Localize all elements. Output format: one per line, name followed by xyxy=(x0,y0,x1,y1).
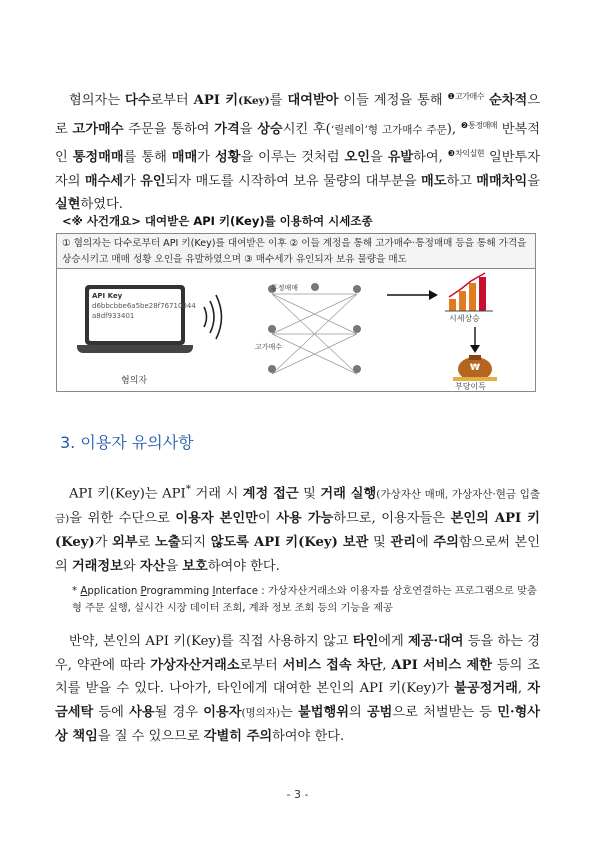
buy-label: 고가매수 xyxy=(255,343,283,351)
api-key-value-2: a8df933401 xyxy=(92,312,135,320)
trade-label: 통정매매 xyxy=(271,284,299,292)
won-symbol: ₩ xyxy=(470,363,480,373)
overview-paragraph: 혐의자는 다수로부터 API 키(Key)를 대여받아 이들 계정을 통해 $^{❶고가매수}$ 순차적으로 고가매수 주문을 통하여 가격을 상승시킨 후(‘릴레이’형 고가매수 주문), $^{❷통정매매}$ 반복적인 통정매매를 통해 매매가 성황을 이루는 것처럼 오인을 유발하여, $^{❸차익실현}$ 일반투자자의 매수세가 유인되자 매도를 시작하여 보유 물량의 대부분을 매도하고 매매차익을 실현하였다. xyxy=(55,92,541,212)
price-rise-icon xyxy=(445,273,493,311)
step-marker-2: ❷통정매매 xyxy=(460,120,498,130)
price-rise-label: 시세상승 xyxy=(449,314,480,323)
case-figure xyxy=(56,269,536,392)
step-marker-1: ❶고가매수 xyxy=(447,92,484,101)
case-caption: <※ 사건개요> 대여받은 API 키(Key)를 이용하여 시세조종 xyxy=(62,214,373,228)
page-number: - 3 - xyxy=(286,788,309,801)
section-heading: 3. 이용자 유의사항 xyxy=(60,433,194,452)
arrow-right-icon xyxy=(387,290,438,300)
arrow-down-icon xyxy=(470,327,480,353)
lending-warning-paragraph: 반약, 본인의 API 키(Key)를 직접 사용하지 않고 타인에게 제공·대여 등을 하는 경우, 약관에 따라 가상자산거래소로부터 서비스 접속 차단, API 서비스 제한 등의 조치를 받을 수 있다. 나아가, 타인에게 대여한 본인의 API 키(Key)가 불공정거래, 자금세탁 등에 사용될 경우 이용자(명의자)는 불법행위의 공범으로 처벌받는 등 민·형사상 책임을 질 수 있으므로 각별히 주의하여야 한다. xyxy=(55,634,541,744)
suspect-label: 혐의자 xyxy=(121,376,148,386)
profit-label: 부당이득 xyxy=(455,382,486,391)
api-key-value-1: d6bbcbbe6a5be28f76710044 xyxy=(92,302,196,310)
user-caution-paragraph: API 키(Key)는 API* 거래 시 계정 접근 및 거래 실행(가상자산 매매, 가상자산·현금 입출금)을 위한 수단으로 이용자 본인만이 사용 가능하므로, 이용자들은 본인의 API 키(Key)가 외부로 노출되지 않도록 API 키(Key) 보관 및 관리에 주의함으로써 본인의 거래정보와 자산을 보호하여야 한다. xyxy=(55,483,540,574)
api-footnote: * Application Programming Interface : 가상자산거래소와 이용자를 상호연결하는 프로그램으로 맞춤형 주문 실행, 실시간 시장 데이터 조회, 계좌 정보 조회 등의 기능을 제공 xyxy=(72,586,537,614)
account-network-icon xyxy=(272,294,357,374)
case-summary-box: ① 혐의자는 다수로부터 API 키(Key)를 대여받은 이후 ② 이들 계정을 통해 고가매수·통정매매 등을 통해 가격을 상승시키고 매매 성황 오인을 유발하였으며 ③ 매수세가 유인되자 보유 물량을 매도 xyxy=(56,233,536,269)
wireless-icon xyxy=(204,295,222,339)
step-marker-3: ❸차익실현 xyxy=(447,149,485,158)
person-icons xyxy=(268,283,361,373)
api-key-title: API Key xyxy=(92,292,123,300)
